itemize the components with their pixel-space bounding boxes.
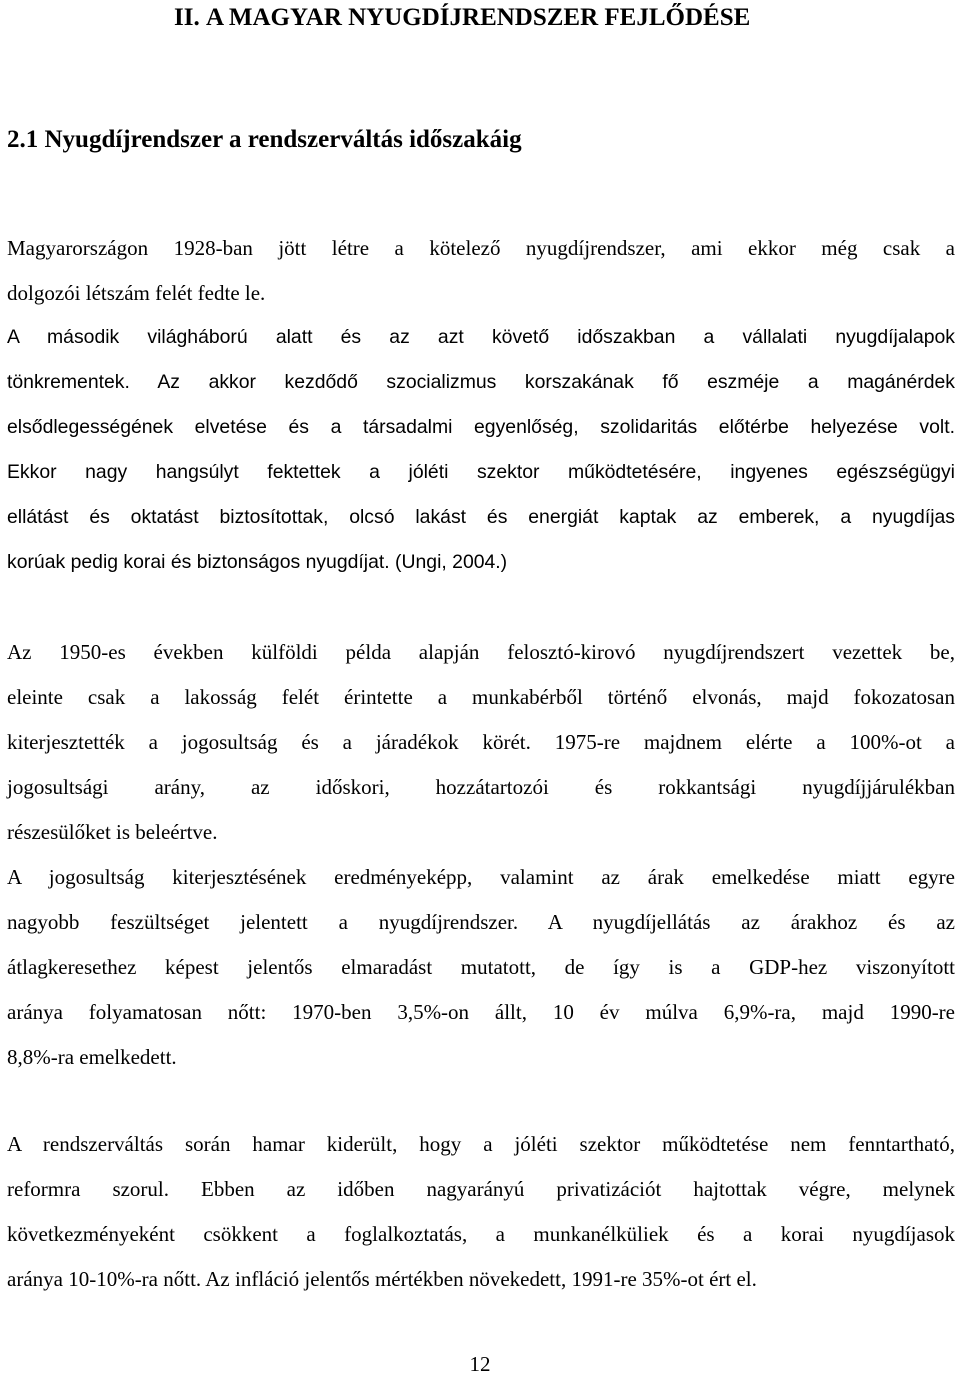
paragraph-line: A rendszerváltás során hamar kiderült, hogy a jóléti szektor működtetése nem fenntartható, xyxy=(7,1132,955,1156)
chapter-title-text xyxy=(206,4,750,31)
paragraph-5 xyxy=(7,1122,955,1302)
section-title: 2.1 Nyugdíjrendszer a rendszerváltás időszakáig xyxy=(7,126,522,153)
chapter-number: II. xyxy=(174,4,200,31)
paragraph-line: reformra szorul. Ebben az időben nagyarányú privatizációt hajtottak végre, melynek xyxy=(7,1177,955,1201)
chapter-title-rest: MAGYAR NYUGDÍJRENDSZER FEJLŐDÉSE xyxy=(222,4,751,31)
paragraph-line: Magyarországon 1928-ban jött létre a kötelező nyugdíjrendszer, ami ekkor még csak a xyxy=(7,236,955,260)
paragraph-line: tönkrementek. Az akkor kezdődő szocializmus korszakának fő eszméje a magánérdek xyxy=(7,371,955,393)
paragraph-line: eleinte csak a lakosság felét érintette a munkabérből történő elvonás, majd fokozatosan xyxy=(7,685,955,709)
paragraph-line: Az 1950-es években külföldi példa alapján felosztó-kirovó nyugdíjrendszert vezettek be, xyxy=(7,640,955,664)
paragraph-line: aránya 10-10%-ra nőtt. Az infláció jelentős mértékben növekedett, 1991-re 35%-ot ért el. xyxy=(7,1267,757,1291)
paragraph-line: átlagkeresethez képest jelentős elmaradást mutatott, de így is a GDP-hez viszonyított xyxy=(7,955,955,979)
paragraph-2 xyxy=(7,315,955,585)
paragraph-line: A második világháború alatt és az azt követő időszakban a vállalati nyugdíjalapok xyxy=(7,326,955,348)
paragraph-3 xyxy=(7,630,955,855)
chapter-title-first-letter: A xyxy=(205,4,223,31)
paragraph-line: elsődlegességének elvetése és a társadalmi egyenlőség, szolidaritás előtérbe helyezése volt. xyxy=(7,416,955,438)
paragraph-line: nagyobb feszültséget jelentett a nyugdíjrendszer. A nyugdíjellátás az árakhoz és az xyxy=(7,910,955,934)
paragraph-line: korúak pedig korai és biztonságos nyugdíjat. (Ungi, 2004.) xyxy=(7,551,508,573)
page-number: 12 xyxy=(469,1352,491,1376)
paragraph-line: Ekkor nagy hangsúlyt fektettek a jóléti szektor működtetésére, ingyenes egészségügyi xyxy=(7,461,955,483)
paragraph-line: ellátást és oktatást biztosítottak, olcsó lakást és energiát kaptak az emberek, a nyugdíjas xyxy=(7,506,955,528)
paragraph-line: jogosultsági arány, az időskori, hozzátartozói és rokkantsági nyugdíjjárulékban xyxy=(7,775,955,799)
paragraph-line: A jogosultság kiterjesztésének eredményeképp, valamint az árak emelkedése miatt egyre xyxy=(7,865,955,889)
paragraph-line: 8,8%-ra emelkedett. xyxy=(7,1045,177,1069)
paragraph-4 xyxy=(7,855,955,1080)
paragraph-line: részesülőket is beleértve. xyxy=(7,820,218,844)
paragraph-line: következményeként csökkent a foglalkoztatás, a munkanélküliek és a korai nyugdíjasok xyxy=(7,1222,955,1246)
paragraph-1 xyxy=(7,226,955,316)
paragraph-line: dolgozói létszám felét fedte le. xyxy=(7,281,266,305)
paragraph-line: kiterjesztették a jogosultság és a járadékok körét. 1975-re majdnem elérte a 100%-ot a xyxy=(7,730,955,754)
paragraph-line: aránya folyamatosan nőtt: 1970-ben 3,5%-on állt, 10 év múlva 6,9%-ra, majd 1990-re xyxy=(7,1000,955,1024)
chapter-title xyxy=(174,2,750,34)
